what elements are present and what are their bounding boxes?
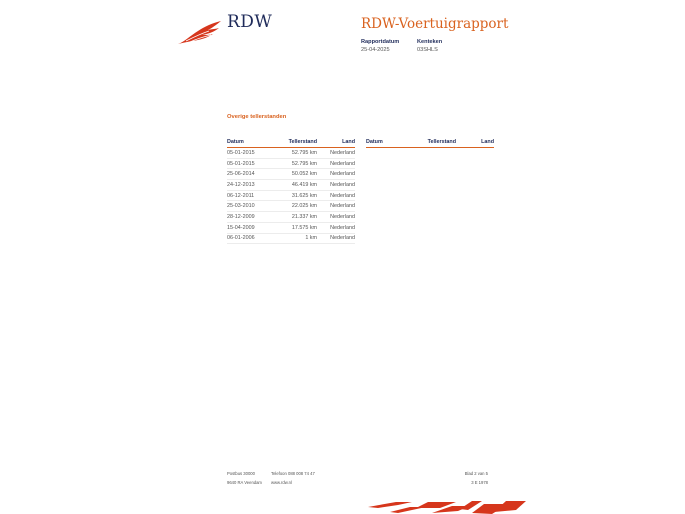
report-date-value: 25-04-2025 — [361, 47, 390, 53]
cell-country: Nederland — [317, 212, 355, 223]
header-odometer: Tellerstand — [413, 138, 456, 148]
cell-odometer: 17.575 km — [274, 222, 317, 233]
cell-date: 06-12-2011 — [227, 190, 274, 201]
table-row — [227, 158, 355, 169]
rdw-stripe-decoration-icon — [368, 498, 528, 514]
section-title: Overige tellerstanden — [227, 114, 287, 120]
rdw-flame-icon — [176, 20, 222, 46]
footer-page-number: Blad 2 van 5 — [464, 471, 488, 476]
cell-country: Nederland — [317, 233, 355, 244]
header-country: Land — [456, 138, 494, 148]
header-country: Land — [317, 138, 355, 148]
cell-odometer: 22.025 km — [274, 201, 317, 212]
table-row — [227, 222, 355, 233]
cell-date: 05-01-2015 — [227, 158, 274, 169]
cell-date: 06-01-2006 — [227, 233, 274, 244]
logo-text: RDW — [227, 12, 273, 32]
table-header-row — [366, 138, 494, 148]
table-row — [227, 190, 355, 201]
report-date-label: Rapportdatum — [361, 39, 400, 45]
cell-country: Nederland — [317, 201, 355, 212]
table-row — [227, 180, 355, 191]
odometer-table-left — [227, 138, 355, 244]
cell-odometer: 21.337 km — [274, 212, 317, 223]
footer-address-line2: 9640 RA Veendam — [227, 480, 262, 485]
cell-country: Nederland — [317, 169, 355, 180]
cell-odometer: 52.795 km — [274, 148, 317, 159]
cell-country: Nederland — [317, 190, 355, 201]
cell-date: 24-12-2013 — [227, 180, 274, 191]
table-row — [227, 212, 355, 223]
header-date: Datum — [227, 138, 274, 148]
cell-odometer: 1 km — [274, 233, 317, 244]
cell-date: 25-03-2010 — [227, 201, 274, 212]
cell-country: Nederland — [317, 222, 355, 233]
cell-date: 05-01-2015 — [227, 148, 274, 159]
report-title: RDW-Voertuigrapport — [361, 16, 509, 32]
footer-code: 3 E 1978 — [471, 480, 488, 485]
cell-date: 28-12-2009 — [227, 212, 274, 223]
footer-website[interactable]: www.rdw.nl — [271, 480, 292, 485]
table-header-row — [227, 138, 355, 148]
cell-odometer: 46.419 km — [274, 180, 317, 191]
cell-odometer: 31.625 km — [274, 190, 317, 201]
odometer-table-right — [366, 138, 494, 148]
cell-country: Nederland — [317, 148, 355, 159]
cell-date: 15-04-2009 — [227, 222, 274, 233]
cell-odometer: 52.795 km — [274, 158, 317, 169]
cell-date: 25-06-2014 — [227, 169, 274, 180]
cell-country: Nederland — [317, 158, 355, 169]
table-row — [227, 233, 355, 244]
table-row — [227, 148, 355, 159]
plate-label: Kenteken — [417, 39, 443, 45]
table-row — [227, 201, 355, 212]
cell-odometer: 50.052 km — [274, 169, 317, 180]
header-date: Datum — [366, 138, 413, 148]
cell-country: Nederland — [317, 180, 355, 191]
footer-phone: Telefoon 088 008 74 47 — [271, 471, 315, 476]
plate-value: 03SHLS — [417, 47, 438, 53]
footer-address-line1: Postbus 30000 — [227, 471, 255, 476]
header-odometer: Tellerstand — [274, 138, 317, 148]
table-row — [227, 169, 355, 180]
